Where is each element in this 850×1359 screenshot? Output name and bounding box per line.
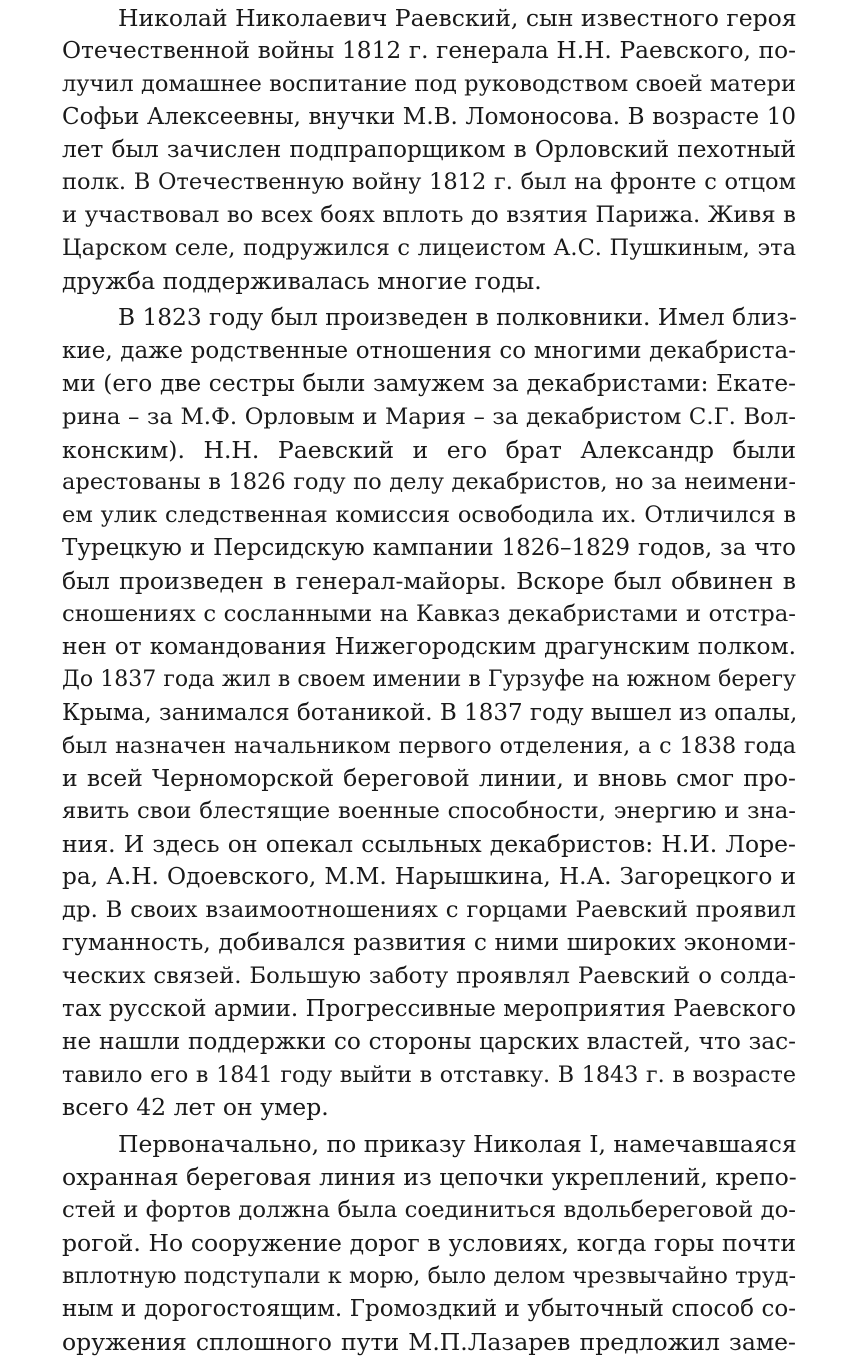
text-line: тавило его в 1841 году выйти в отставку. В 1843 г. в возрасте xyxy=(62,1061,796,1088)
text-line: охранная береговая линия из цепочки укреплений, крепо- xyxy=(62,1163,797,1192)
text-line: сношениях с сосланными на Кавказ декабристами и отстра- xyxy=(62,601,796,628)
paragraph-3 xyxy=(62,1128,796,1358)
text-line: До 1837 года жил в своем имении в Гурзуфе на южном берегу xyxy=(62,666,796,692)
text-line: ческих связей. Большую заботу проявлял Раевский о солда- xyxy=(62,962,796,989)
text-line: рина – за М.Ф. Орловым и Мария – за декабристом С.Г. Вол- xyxy=(62,403,796,430)
text-line: гуманность, добивался развития с ними широких экономи- xyxy=(62,928,796,956)
text-line: кие, даже родственные отношения со многими декабриста- xyxy=(62,337,796,364)
text-line: и всей Черноморской береговой линии, и вновь смог про- xyxy=(62,764,796,793)
text-line: тах русской армии. Прогрессивные мероприятия Раевского xyxy=(62,995,796,1022)
text-line: ным и дорогостоящим. Громоздкий и убыточный способ со- xyxy=(62,1295,796,1322)
text-line: всего 42 лет он умер. xyxy=(62,1093,329,1122)
text-line: лучил домашнее воспитание под руководством своей матери xyxy=(62,70,796,97)
text-line: вплотную подступали к морю, было делом чрезвычайно труд- xyxy=(62,1262,796,1289)
paragraph-1 xyxy=(62,2,796,298)
text-line: Первоначально, по приказу Николая I, намечавшаяся xyxy=(118,1130,797,1159)
text-line: явить свои блестящие военные способности, энергию и зна- xyxy=(62,798,796,825)
text-line: др. В своих взаимоотношениях с горцами Раевский проявил xyxy=(62,897,796,924)
text-line: Турецкую и Персидскую кампании 1826–1829 годов, за что xyxy=(62,535,796,562)
text-line: был назначен начальником первого отделения, а с 1838 года xyxy=(62,732,796,759)
text-line: полк. В Отечественную войну 1812 г. был на фронте с отцом xyxy=(62,169,796,196)
text-line: арестованы в 1826 году по делу декабристов, но за неимени- xyxy=(62,469,796,496)
text-line: и участвовал во всех боях вплоть до взятия Парижа. Живя в xyxy=(62,202,796,229)
text-line: дружба поддерживалась многие годы. xyxy=(62,267,542,296)
text-line: был произведен в генерал-майоры. Вскоре был обвинен в xyxy=(62,567,796,596)
text-line: ния. И здесь он опекал ссыльных декабристов: Н.И. Лоре- xyxy=(62,830,796,859)
text-line: не нашли поддержки со стороны царских властей, что зас- xyxy=(62,1027,796,1055)
text-line: Царском селе, подружился с лицеистом А.С. Пушкиным, эта xyxy=(62,235,796,262)
text-line: В 1823 году был произведен в полковники. Имел близ- xyxy=(118,304,797,332)
text-line: оружения сплошного пути М.П.Лазарев предложил заме- xyxy=(62,1327,796,1356)
text-line: Отечественной войны 1812 г. генерала Н.Н. Раевского, по- xyxy=(62,36,796,64)
text-line: рогой. Но сооружение дорог в условиях, когда горы почти xyxy=(62,1228,796,1257)
text-line: Софьи Алексеевны, внучки М.В. Ломоносова. В возрасте 10 xyxy=(62,103,796,130)
text-line: Николай Николаевич Раевский, сын известного героя xyxy=(118,4,797,32)
text-line: Крыма, занимался ботаникой. В 1837 году вышел из опалы, xyxy=(62,699,798,726)
text-line: конским). Н.Н. Раевский и его брат Александр были xyxy=(62,435,796,464)
text-line: стей и фортов должна была соединиться вдольбереговой до- xyxy=(62,1197,796,1224)
text-line: нен от командования Нижегородским драгунским полком. xyxy=(62,632,796,660)
text-line: ем улик следственная комиссия освободила их. Отличился в xyxy=(62,502,796,529)
paragraph-2 xyxy=(62,302,796,1124)
text-line: ми (его две сестры были замужем за декабристами: Екате- xyxy=(62,369,796,397)
text-line: ра, А.Н. Одоевского, М.М. Нарышкина, Н.А. Загорецкого и xyxy=(62,863,796,891)
text-line: лет был зачислен подпрапорщиком в Орловский пехотный xyxy=(62,135,796,163)
text-body xyxy=(62,2,796,1359)
